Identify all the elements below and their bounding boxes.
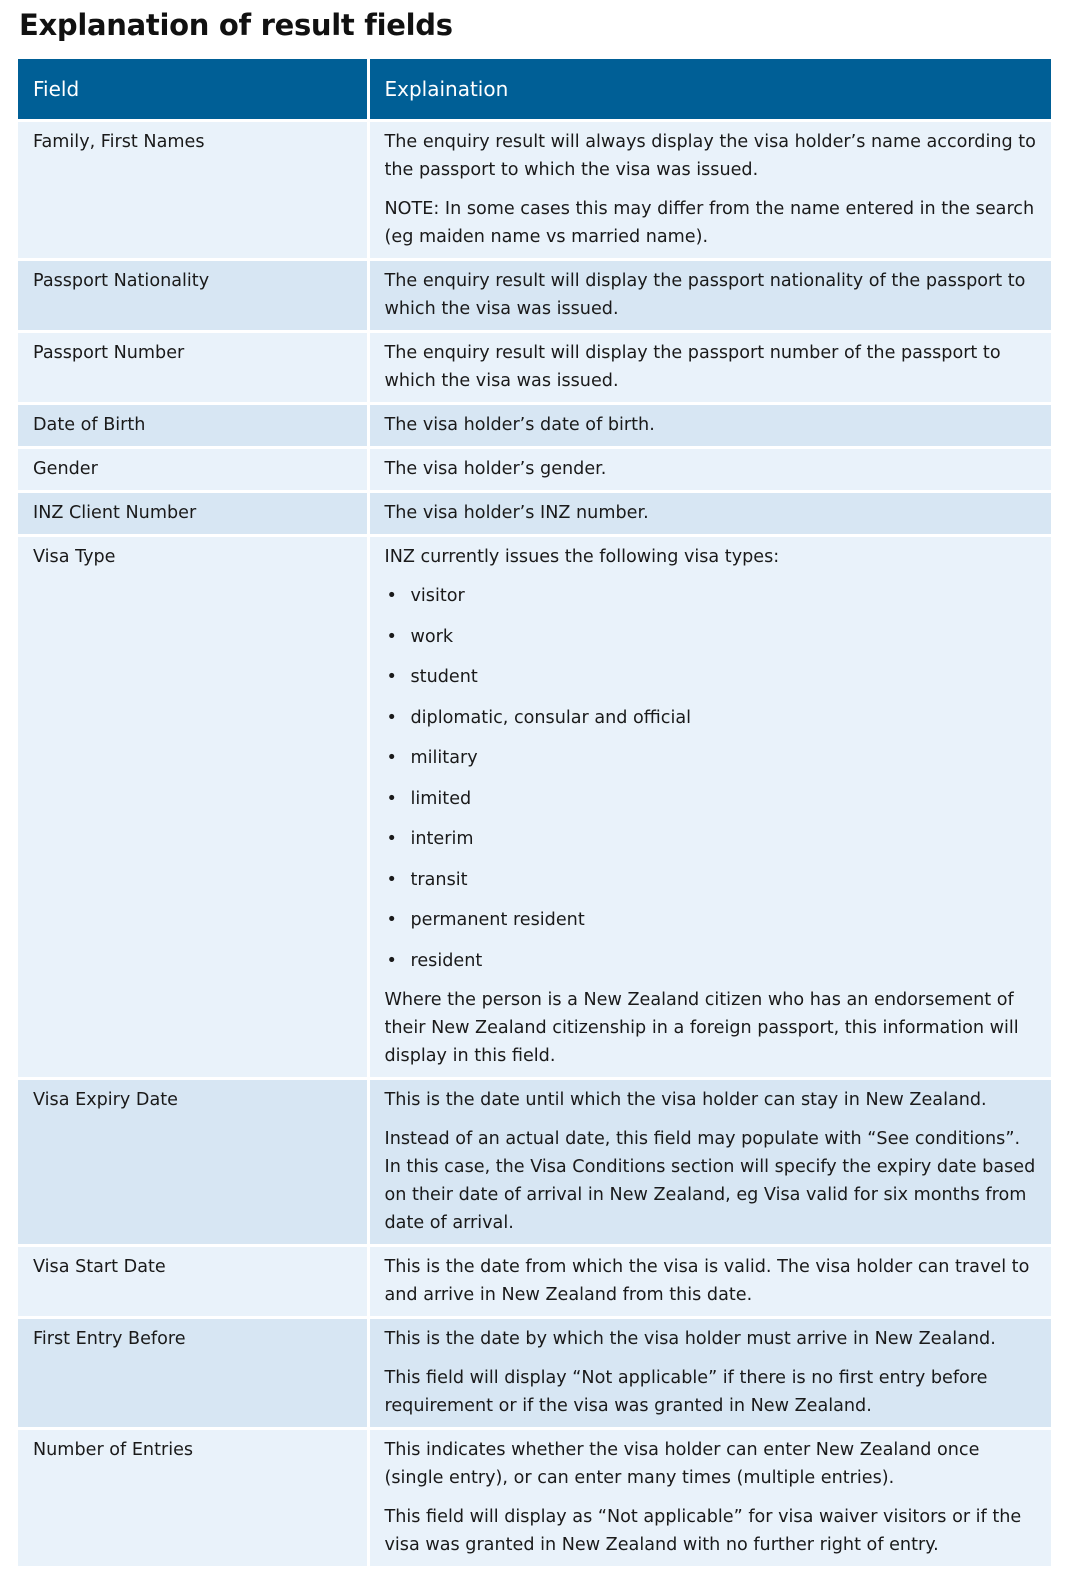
list-item-label: military — [410, 748, 478, 768]
table-row — [18, 492, 1051, 536]
bullet-icon: • — [386, 667, 397, 687]
explanation-cell — [368, 1078, 1051, 1245]
explanation-paragraph: The enquiry result will display the passport nationality of the passport to which the visa was issued. — [384, 271, 1026, 319]
table-row — [18, 332, 1051, 404]
bullet-icon: • — [386, 869, 397, 890]
field-name-cell: Passport Number — [18, 332, 368, 404]
list-item — [385, 785, 1040, 813]
visa-types-list — [385, 582, 1040, 975]
explanation-paragraph: The enquiry result will always display the visa holder’s name according to the passport to which the visa was issued. — [384, 132, 1036, 180]
table-row — [18, 1245, 1051, 1317]
explanation-paragraph: The visa holder’s date of birth. — [384, 415, 655, 435]
explanation-paragraph: Where the person is a New Zealand citizen who has an endorsement of their New Zealand citizenship in a foreign passport, this information will display in this field. — [384, 989, 1019, 1066]
bullet-icon: • — [386, 950, 397, 971]
field-name-cell: Passport Nationality — [18, 260, 368, 332]
bullet-icon: • — [386, 788, 397, 809]
table-header-row — [18, 59, 1051, 121]
explanation-paragraph: This is the date by which the visa holder must arrive in New Zealand. — [384, 1328, 996, 1349]
page-title: Explanation of result fields — [19, 8, 453, 42]
bullet-icon: • — [386, 748, 397, 768]
explanation-cell — [368, 1428, 1051, 1566]
list-item-label: resident — [410, 950, 483, 971]
table-row — [18, 1078, 1051, 1245]
table-row — [18, 404, 1051, 448]
field-name-cell: Date of Birth — [18, 404, 368, 448]
table-row — [18, 448, 1051, 492]
list-item — [385, 906, 1040, 934]
list-item-label: permanent resident — [410, 910, 585, 930]
list-item — [385, 663, 1040, 691]
list-item — [385, 866, 1040, 894]
table-row — [18, 536, 1051, 1079]
field-name-cell: First Entry Before — [18, 1317, 368, 1428]
explanation-paragraph: The visa holder’s INZ number. — [384, 503, 649, 523]
column-header-field: Field — [18, 59, 368, 121]
field-name-cell: Visa Expiry Date — [18, 1078, 368, 1245]
result-fields-table — [18, 59, 1051, 1566]
explanation-paragraph: This field will display as “Not applicable” for visa waiver visitors or if the visa was granted in New Zealand with no further right of entry. — [384, 1506, 1022, 1555]
column-header-explanation: Explaination — [368, 59, 1051, 121]
list-item-label: interim — [410, 829, 474, 849]
table-row — [18, 121, 1051, 260]
field-name-cell: Gender — [18, 448, 368, 492]
explanation-cell — [368, 536, 1051, 1079]
explanation-paragraph: This field will display “Not applicable” if there is no first entry before requirement or if the visa was granted in New Zealand. — [384, 1367, 988, 1416]
explanation-paragraph: INZ currently issues the following visa types: — [384, 547, 780, 567]
list-item — [385, 704, 1040, 732]
explanation-cell — [368, 121, 1051, 260]
list-item — [385, 582, 1040, 610]
list-item — [385, 744, 1040, 772]
field-name-cell: INZ Client Number — [18, 492, 368, 536]
explanation-paragraph: The visa holder’s gender. — [384, 459, 607, 479]
list-item-label: work — [410, 626, 454, 647]
explanation-cell — [368, 260, 1051, 332]
list-item — [385, 623, 1040, 651]
field-name-cell: Visa Type — [18, 536, 368, 1079]
explanation-paragraph: This indicates whether the visa holder can enter New Zealand once (single entry), or can enter many times (multiple entries). — [384, 1439, 980, 1488]
explanation-paragraph: Instead of an actual date, this field may populate with “See conditions”. In this case, the Visa Conditions section will specify the expiry date based on their date of arrival in New Zealand, eg Visa valid for six months from date of arrival. — [384, 1128, 1036, 1233]
list-item-label: student — [410, 667, 478, 687]
explanation-cell — [368, 1245, 1051, 1317]
list-item-label: limited — [410, 788, 472, 809]
explanation-cell — [368, 448, 1051, 492]
field-name-cell: Visa Start Date — [18, 1245, 368, 1317]
table-row — [18, 1317, 1051, 1428]
explanation-cell — [368, 404, 1051, 448]
bullet-icon: • — [386, 829, 397, 849]
bullet-icon: • — [386, 586, 397, 606]
bullet-icon: • — [386, 707, 397, 728]
field-name-cell: Family, First Names — [18, 121, 368, 260]
explanation-cell — [368, 332, 1051, 404]
explanation-paragraph: This is the date until which the visa holder can stay in New Zealand. — [384, 1089, 987, 1110]
list-item-label: transit — [410, 869, 468, 890]
list-item — [385, 825, 1040, 853]
bullet-icon: • — [386, 626, 397, 647]
explanation-cell — [368, 492, 1051, 536]
list-item — [385, 947, 1040, 975]
list-item-label: visitor — [410, 586, 465, 606]
table-row — [18, 1428, 1051, 1566]
table-row — [18, 260, 1051, 332]
bullet-icon: • — [386, 910, 397, 930]
explanation-paragraph: This is the date from which the visa is valid. The visa holder can travel to and arrive in New Zealand from this date. — [384, 1256, 1030, 1305]
explanation-cell — [368, 1317, 1051, 1428]
explanation-note: NOTE: In some cases this may differ from the name entered in the search (eg maiden name vs married name). — [384, 199, 1035, 247]
field-name-cell: Number of Entries — [18, 1428, 368, 1566]
explanation-paragraph: The enquiry result will display the passport number of the passport to which the visa was issued. — [384, 343, 1001, 391]
list-item-label: diplomatic, consular and official — [410, 707, 692, 728]
